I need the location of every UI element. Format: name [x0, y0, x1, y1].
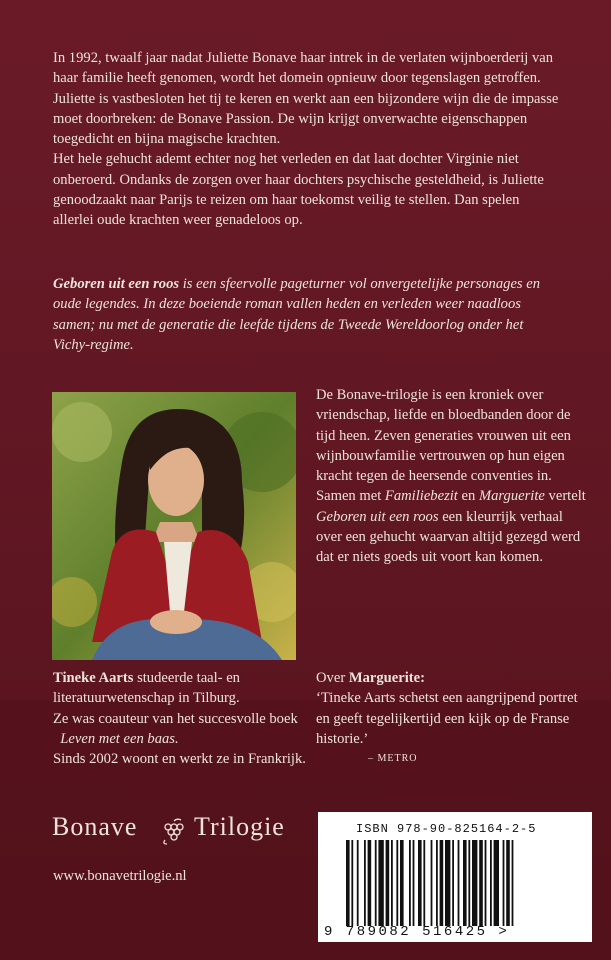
book-title: Geboren uit een roos — [53, 276, 180, 292]
review-book: Marguerite: — [348, 670, 425, 686]
trilogy-outro: een kleurrijk verhaal over een gehucht waarvan altijd gezegd werd dat er niets goeds uit voort kan komen. — [316, 508, 581, 566]
author-bio — [53, 668, 323, 769]
series-logo — [52, 812, 292, 852]
trilogy-intro: De Bonave-trilogie is een kroniek over vriendschap, liefde en bloedbanden door de tijd heen. Zeven generaties vrouwen uit een wijnbouwfamilie vertrouwen op hun eigen kracht tegen de heersende conventies in. Samen met — [316, 387, 571, 505]
trilogy-and: en — [457, 488, 479, 505]
grape-cluster-icon — [159, 818, 189, 846]
author-bio-3: Sinds 2002 woont en werkt ze in Frankrijk. — [53, 751, 306, 768]
author-photo — [52, 392, 296, 660]
review-quote — [316, 668, 586, 769]
book-title-geboren: Geboren uit een roos — [316, 508, 439, 525]
logo-word-bonave: Bonave — [52, 812, 138, 841]
review-source: – METRO — [368, 753, 418, 765]
author-bio-2: Ze was coauteur van het succesvolle boek — [53, 710, 298, 727]
blurb-text-2: Het hele gehucht ademt echter nog het verleden en dat laat dochter Virginie niet onberoerd. Ondanks de zorgen over haar dochters psychische gesteldheid, is Juliette genoodzaakt naar Parijs te reizen om haar toekomst veilig te stellen. Dan spelen allerlei oude krachten weer genadeloos op. — [53, 151, 544, 229]
trilogy-description — [316, 385, 586, 568]
trilogy-tells: vertelt — [544, 488, 586, 505]
blurb-paragraph — [53, 48, 561, 231]
isbn-text: ISBN 978-90-825164-2-5 — [356, 822, 537, 836]
blurb-text-1: In 1992, twaalf jaar nadat Juliette Bonave haar intrek in de verlaten wijnboerderij van haar familie heeft genomen, wordt het domein opnieuw door tegenslagen getroffen. Juliette is vastbesloten het tij te keren en werkt aan een bijzondere wijn die de impasse moet doorbreken: de Bonave Passion. De wijn krijgt onverwachte eigenschappen toegedicht en bijna magische krachten. — [53, 50, 559, 148]
blurb-highlight-paragraph — [53, 274, 561, 355]
book-title-familiebezit: Familiebezit — [384, 488, 458, 505]
blurb-highlight-text: is een sfeervolle pageturner vol onvergetelijke personages en oude legendes. In deze boeiende roman vallen heden en verleden weer naadloos samen; nu met de generatie die leefde tijdens de Tweede Wereldoorlog onder het Vichy-regime. — [53, 276, 541, 353]
barcode-digits: 9 789082 516425 > — [324, 924, 510, 940]
author-name: Tineke Aarts — [53, 670, 134, 686]
author-bio-1: studeerde taal- en literatuurwetenschap in Tilburg. — [53, 670, 240, 707]
isbn-barcode — [318, 812, 592, 942]
barcode-bars — [346, 840, 572, 926]
review-text: ‘Tineke Aarts schetst een aangrijpend portret en geeft tegelijkertijd een kijk op de Franse historie.’ — [316, 690, 578, 747]
book-title-marguerite: Marguerite — [478, 488, 545, 505]
review-over: Over — [316, 670, 349, 686]
author-book: Leven met een baas. — [60, 730, 179, 747]
website-url: www.bonavetrilogie.nl — [53, 868, 187, 884]
author-photo-illustration — [52, 392, 296, 660]
logo-word-trilogie: Trilogie — [194, 812, 285, 841]
